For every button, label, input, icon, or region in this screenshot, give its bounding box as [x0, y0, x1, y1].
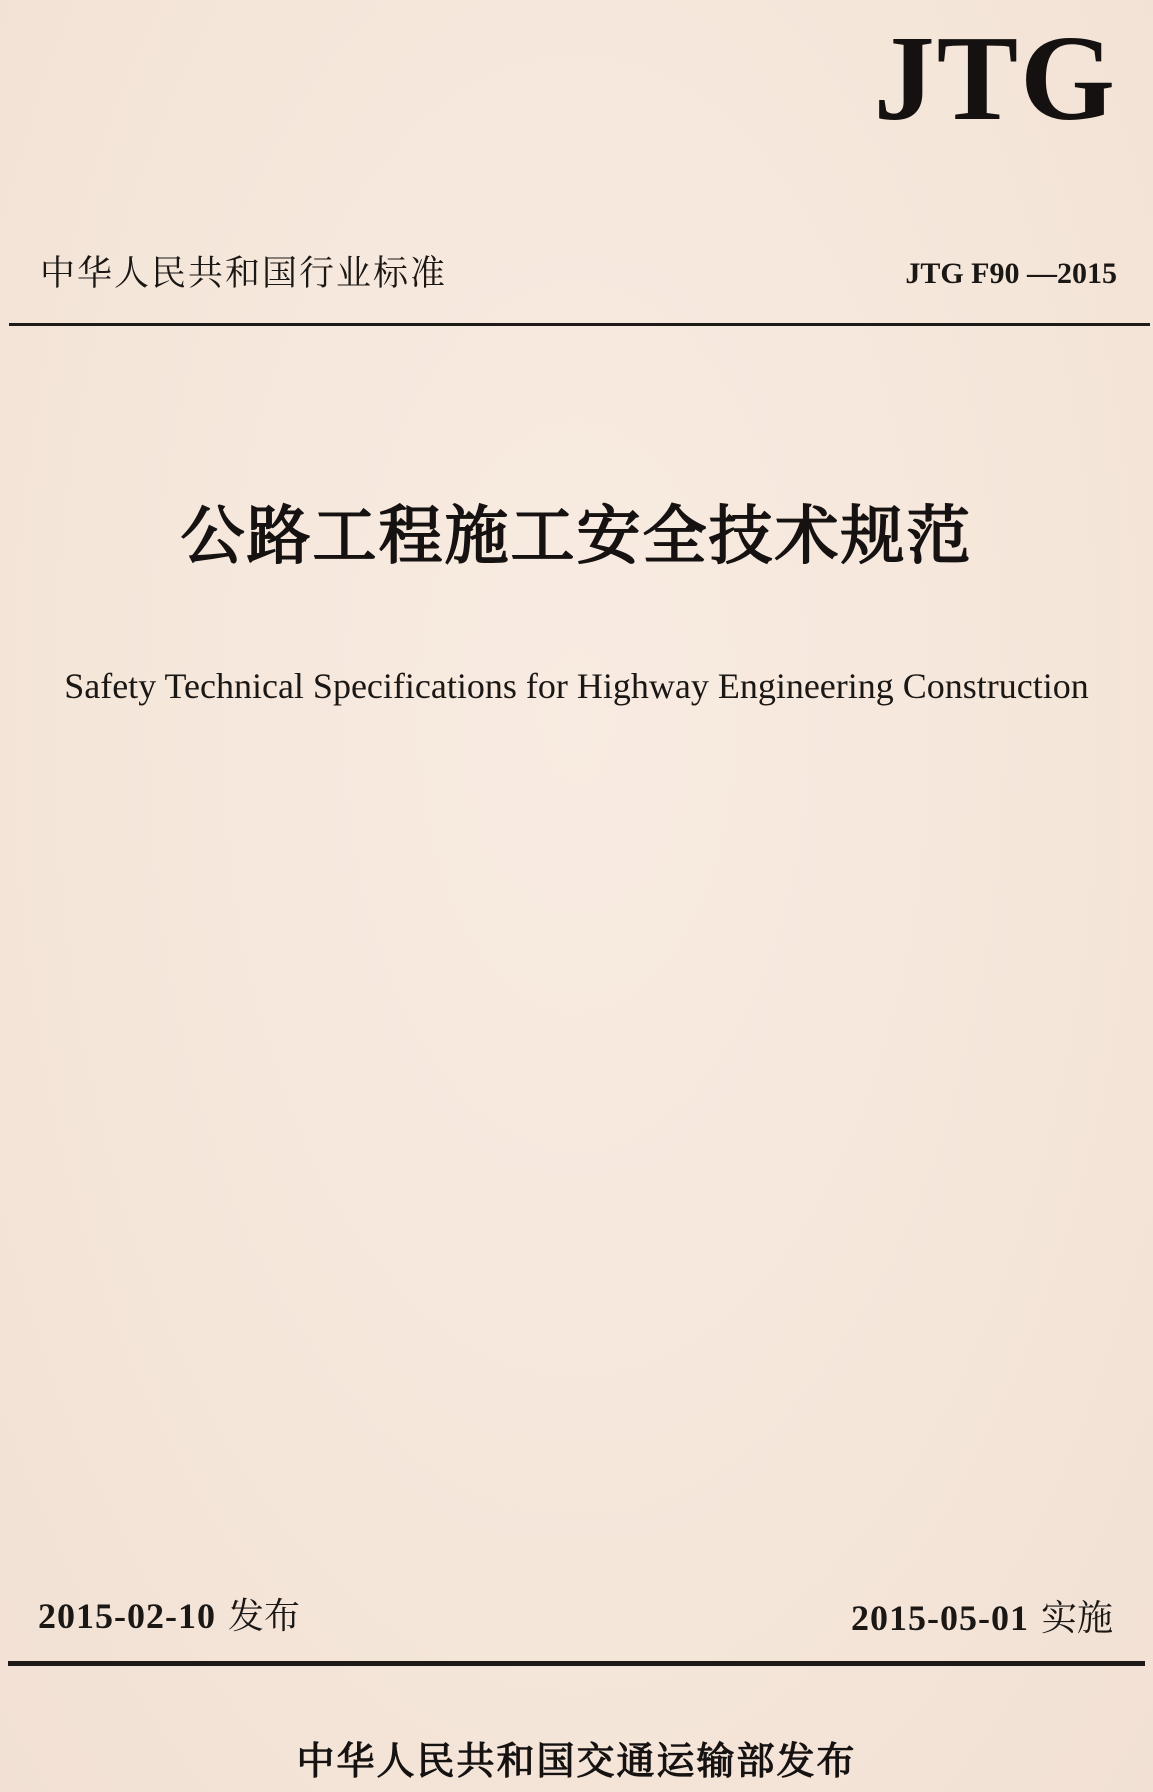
publisher: 中华人民共和国交通运输部发布: [296, 1739, 857, 1783]
standard-code: JTG F90 —2015: [905, 257, 1117, 290]
issue-label: 发布: [227, 1596, 300, 1637]
implementation-date-block: [851, 1590, 1113, 1641]
standard-category: 中华人民共和国行业标准: [40, 254, 448, 294]
title-english: Safety Technical Specifications for Highway Engineering Construction: [64, 666, 1089, 706]
header-divider: [9, 323, 1150, 326]
jtg-logo: JTG: [873, 11, 1117, 146]
issue-date-block: [38, 1588, 300, 1639]
issue-date: 2015-02-10: [38, 1596, 216, 1636]
footer-divider: [8, 1661, 1145, 1666]
implementation-label: 实施: [1040, 1598, 1113, 1639]
title-chinese: 公路工程施工安全技术规范: [180, 500, 973, 574]
implementation-date: 2015-05-01: [851, 1598, 1029, 1638]
